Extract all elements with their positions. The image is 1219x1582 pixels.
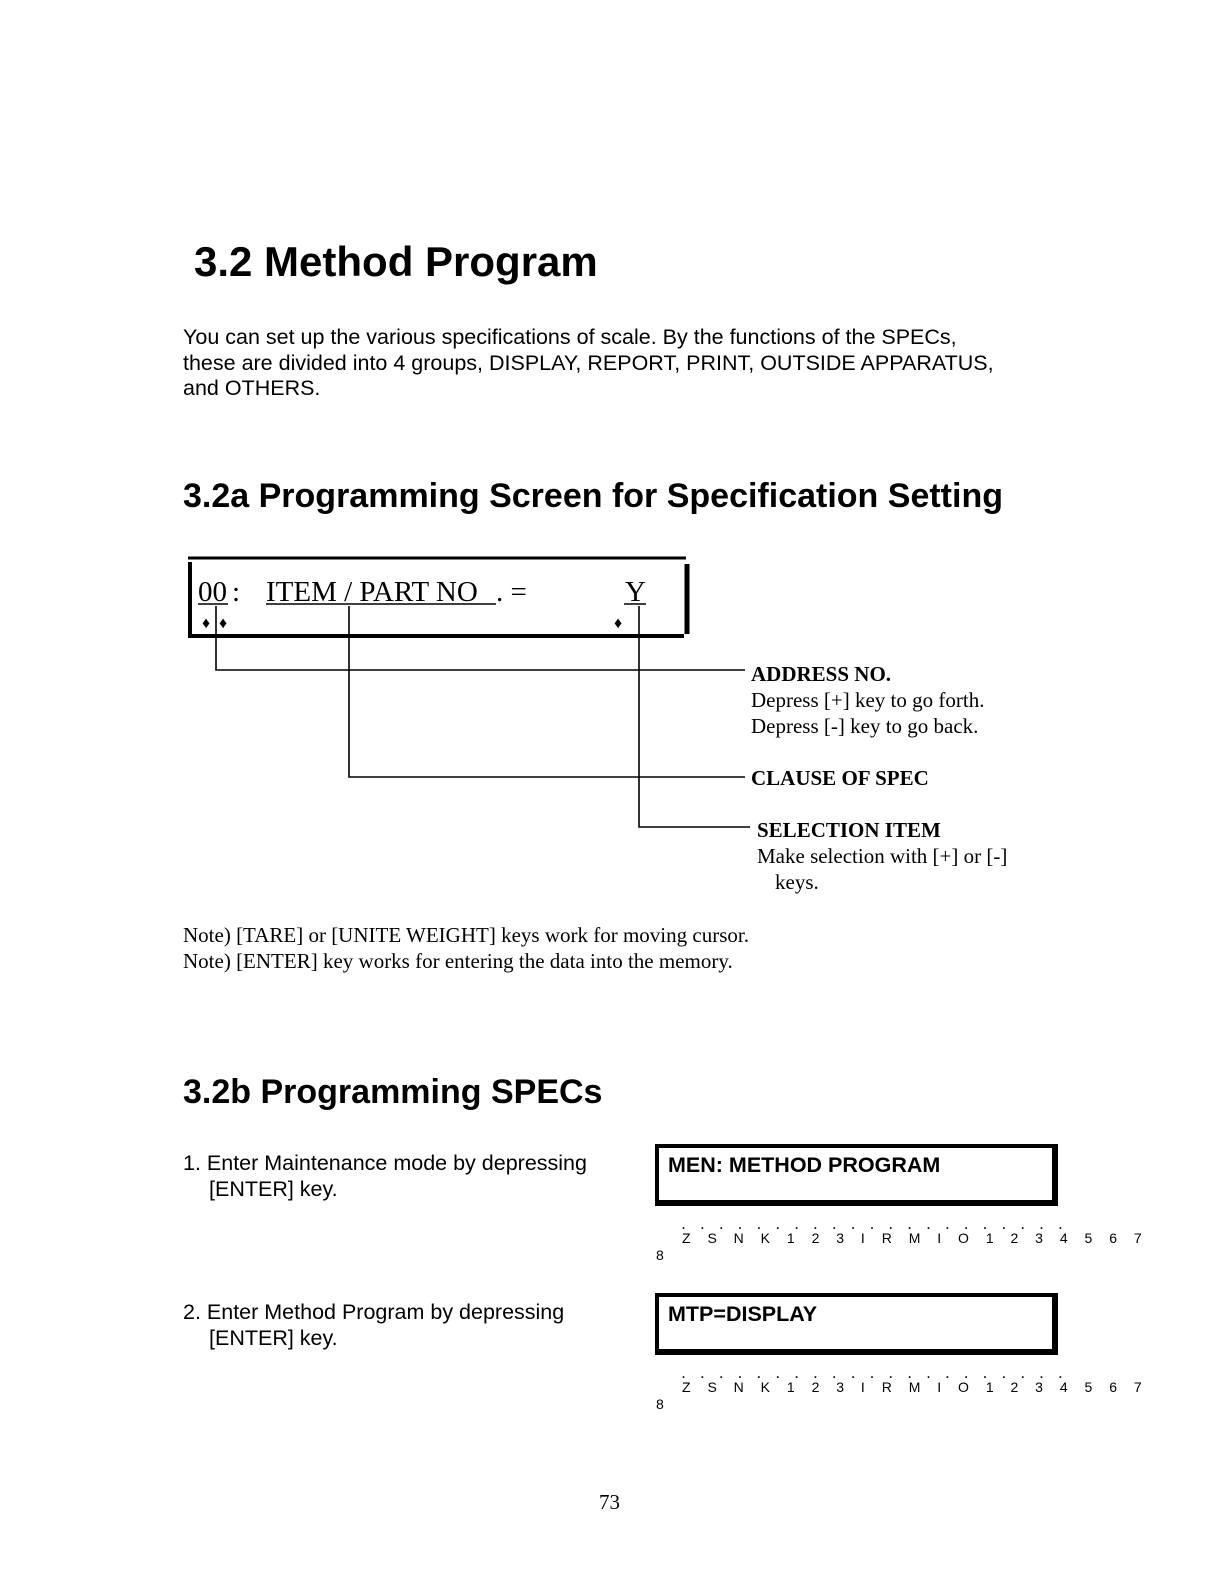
note-line: Note) [ENTER] key works for entering the data into the memory.: [183, 949, 733, 973]
address-annotation-line: Depress [-] key to go back.: [751, 714, 979, 738]
notes: [183, 922, 749, 974]
intro-line: these are divided into 4 groups, DISPLAY, REPORT, PRINT, OUTSIDE APPARATUS,: [183, 350, 994, 375]
display-clause: ITEM / PART NO: [266, 576, 478, 608]
step-line: 1. Enter Maintenance mode by depressing: [183, 1151, 587, 1175]
lcd-text: MTP=DISPLAY: [668, 1302, 818, 1326]
cursor-marker: ♦: [202, 615, 211, 632]
intro-line: You can set up the various specifications of scale. By the functions of the SPECs,: [183, 325, 957, 349]
intro-line: and OTHERS.: [183, 376, 321, 400]
annunciator-dots: . . . . . . . . . . . . . . . . . . . . .: [682, 1367, 1062, 1381]
cursor-marker: ♦: [219, 615, 228, 632]
step-line: [ENTER] key.: [209, 1177, 338, 1201]
display-equals: . =: [496, 576, 527, 608]
display-address: 00: [198, 576, 227, 608]
annunciator-extra: 8: [656, 1396, 664, 1412]
clause-annotation-title: CLAUSE OF SPEC: [751, 766, 929, 790]
selection-annotation-title: SELECTION ITEM: [757, 818, 941, 842]
address-annotation-title: ADDRESS NO.: [751, 662, 892, 686]
lcd-text: MEN: METHOD PROGRAM: [668, 1153, 941, 1177]
selection-annotation-line: keys.: [775, 870, 819, 894]
display-selection: Y: [625, 576, 646, 608]
selection-leader-line: [639, 606, 750, 827]
leader-lines: [216, 606, 750, 827]
display-colon: :: [232, 576, 241, 608]
page-number: 73: [599, 1490, 620, 1514]
annunciator-row-2: [656, 1367, 1149, 1412]
lcd-display-2: [655, 1293, 1058, 1355]
annunciator-row-1: [656, 1218, 1149, 1263]
annunciator-extra: 8: [656, 1247, 664, 1263]
annunciator-labels: Z S N K 1 2 3 I R M I O 1 2 3 4 5 6 7: [682, 1230, 1149, 1246]
step-1-instruction: [183, 1150, 623, 1202]
subsection-title-b: 3.2b Programming SPECs: [183, 1073, 603, 1111]
annunciator-dots: . . . . . . . . . . . . . . . . . . . . .: [682, 1218, 1062, 1232]
note-line: Note) [TARE] or [UNITE WEIGHT] keys work for moving cursor.: [183, 923, 749, 947]
section-title: 3.2 Method Program: [194, 238, 598, 285]
step-line: [ENTER] key.: [209, 1326, 338, 1350]
step-line: 2. Enter Method Program by depressing: [183, 1300, 565, 1324]
selection-annotation-line: Make selection with [+] or [-]: [757, 844, 1008, 868]
step-2-instruction: [183, 1299, 623, 1351]
address-annotation-line: Depress [+] key to go forth.: [751, 688, 985, 712]
subsection-title-a: 3.2a Programming Screen for Specification Setting: [183, 477, 1003, 515]
annunciator-labels: Z S N K 1 2 3 I R M I O 1 2 3 4 5 6 7: [682, 1379, 1149, 1395]
cursor-marker: ♦: [614, 615, 623, 632]
lcd-display-1: [655, 1144, 1058, 1206]
